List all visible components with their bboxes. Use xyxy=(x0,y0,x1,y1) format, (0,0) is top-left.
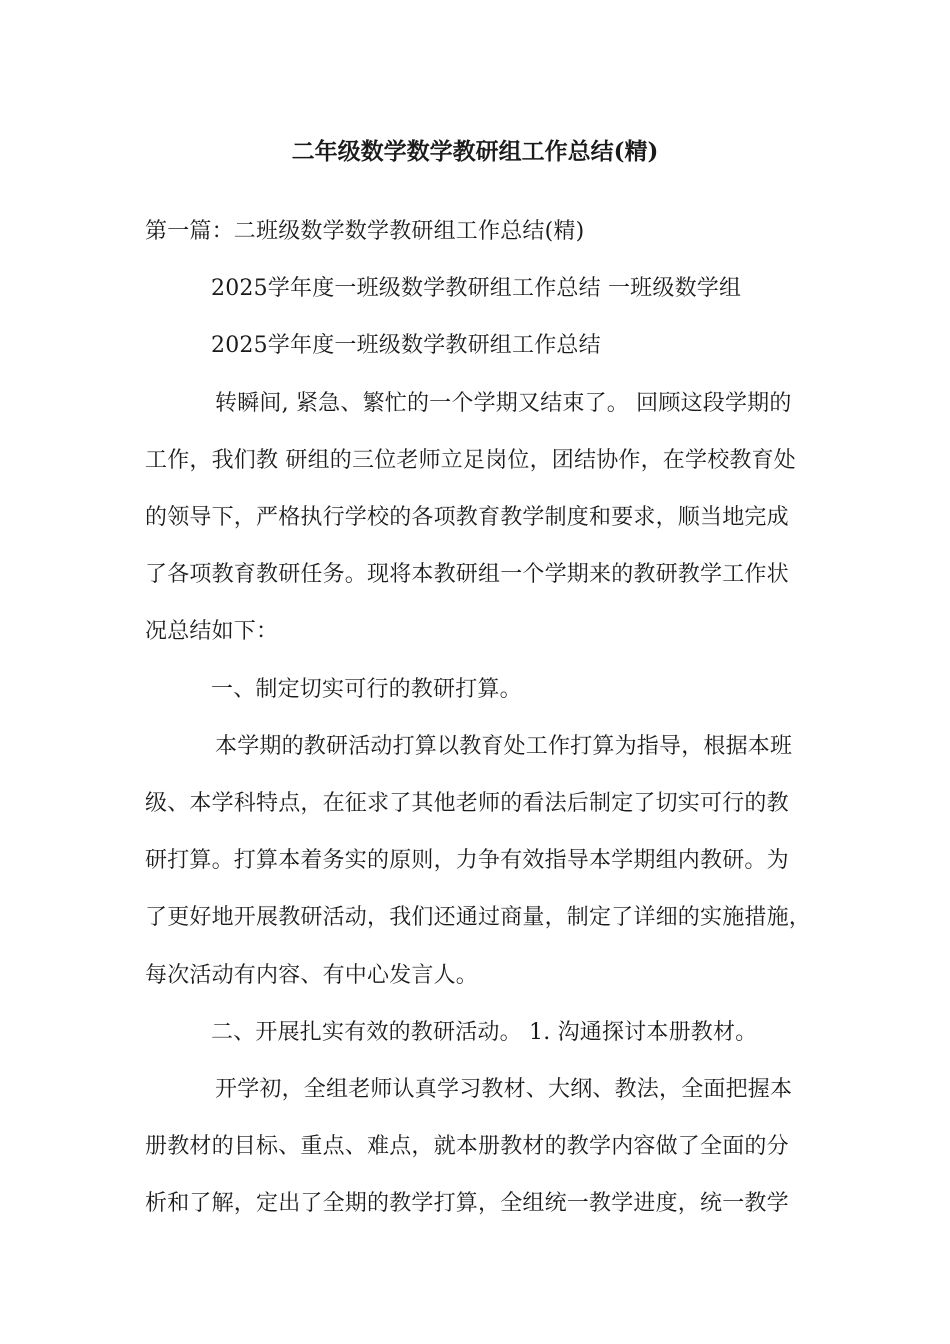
paragraph-line: 本学期的教研活动打算以教育处工作打算为指导，根据本班 xyxy=(215,733,793,759)
paragraph-line: 开学初，全组老师认真学习教材、大纲、教法，全面把握本 xyxy=(215,1077,793,1103)
paragraph-line: 了更好地开展教研活动，我们还通过商量，制定了详细的实施措施， xyxy=(145,905,812,931)
paragraph-line: 级、本学科特点，在征求了其他老师的看法后制定了切实可行的教 xyxy=(145,791,789,817)
document-title: 二年级数学数学教研组工作总结(精) xyxy=(291,138,659,165)
paragraph-line: 2025学年度一班级数学教研组工作总结 xyxy=(211,333,601,359)
chapter-heading: 第一篇：二班级数学数学教研组工作总结(精) xyxy=(145,219,585,244)
section-heading: 一、制定切实可行的教研打算。 xyxy=(211,676,522,702)
paragraph-line: 2025学年度一班级数学教研组工作总结 一班级数学组 xyxy=(211,276,742,302)
paragraph-line: 研打算。打算本着务实的原则，力争有效指导本学期组内教研。为 xyxy=(145,848,789,874)
paragraph-line: 册教材的目标、重点、难点，就本册教材的教学内容做了全面的分 xyxy=(145,1134,789,1160)
paragraph-line: 每次活动有内容、有中心发言人。 xyxy=(145,962,479,988)
paragraph-line: 转瞬间, 紧急、繁忙的一个学期又结束了。 回顾这段学期的 xyxy=(215,390,792,416)
paragraph-line: 的领导下，严格执行学校的各项教育教学制度和要求，顺当地完成 xyxy=(145,505,789,531)
paragraph-line: 况总结如下： xyxy=(145,619,279,645)
paragraph-line: 了各项教育教研任务。现将本教研组一个学期来的教研教学工作状 xyxy=(145,562,789,588)
paragraph-line: 析和了解，定出了全期的教学打算，全组统一教学进度，统一教学 xyxy=(145,1191,789,1217)
paragraph-line: 工作，我们教 研组的三位老师立足岗位，团结协作，在学校教育处 xyxy=(145,447,796,473)
section-heading: 二、开展扎实有效的教研活动。 1. 沟通探讨本册教材。 xyxy=(211,1019,758,1045)
document-body xyxy=(145,203,815,1233)
